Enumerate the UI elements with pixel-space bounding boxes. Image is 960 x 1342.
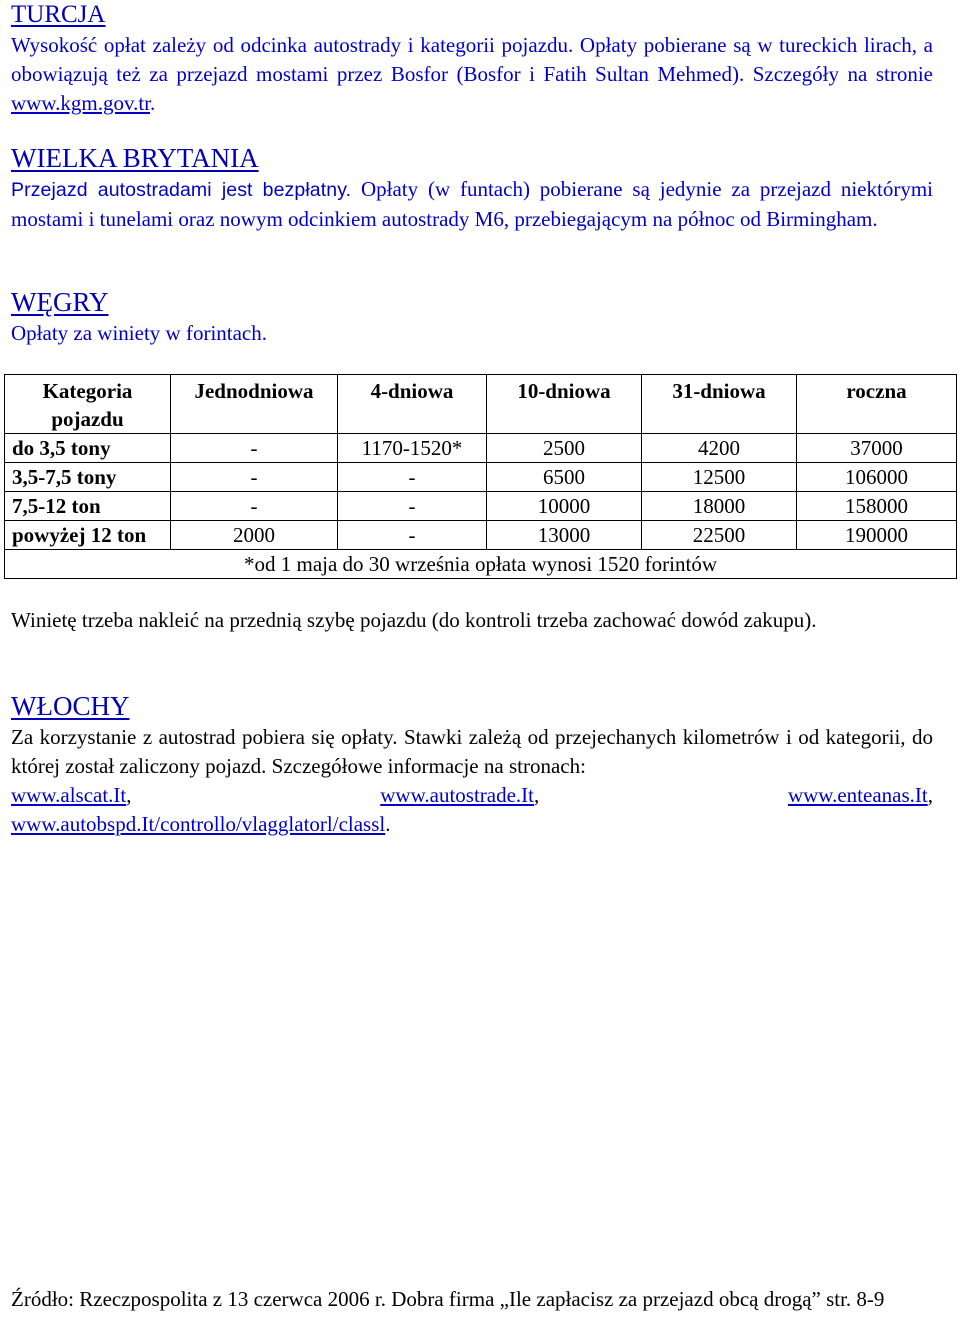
section-uk (11, 143, 933, 234)
link-separator: , (534, 783, 540, 807)
table-row (5, 434, 957, 463)
source-footer (11, 1285, 933, 1314)
table-header-row (5, 375, 957, 434)
cell-value: - (171, 492, 338, 521)
cell-value: 12500 (642, 463, 797, 492)
cell-value: 6500 (487, 463, 642, 492)
italy-links-line (11, 781, 933, 810)
vignette-fee-table (4, 374, 957, 579)
cell-value: 2000 (171, 521, 338, 550)
turkey-end: . (150, 91, 156, 115)
heading-uk: WIELKA BRYTANIA (11, 143, 259, 173)
section-turkey (11, 0, 933, 118)
cell-value: 22500 (642, 521, 797, 550)
autobspd-link[interactable]: www.autobspd.It/controllo/vlagglatorl/classl (11, 812, 386, 836)
cell-value: - (338, 521, 487, 550)
alscat-link[interactable]: www.alscat.It (11, 783, 127, 807)
col-header-1day: Jednodniowa (171, 375, 338, 434)
cell-category: 3,5-7,5 tony (5, 463, 171, 492)
cell-value: 10000 (487, 492, 642, 521)
source-text: Źródło: Rzeczpospolita z 13 czerwca 2006 r. Dobra firma „Ile zapłacisz za przejazd obcą drogą” str. 8-9 (11, 1287, 885, 1311)
italy-end: . (385, 812, 391, 836)
cell-value: 2500 (487, 434, 642, 463)
col-header-category: Kategoria pojazdu (5, 375, 171, 434)
uk-text-sans: Przejazd autostradami jest bezpłatny. (11, 179, 352, 201)
kgm-link[interactable]: www.kgm.gov.tr (11, 91, 151, 115)
link-separator: , (927, 783, 933, 807)
uk-paragraph (11, 175, 933, 234)
cell-value: 37000 (797, 434, 957, 463)
heading-italy: WŁOCHY (11, 691, 130, 721)
col-header-4day: 4-dniowa (338, 375, 487, 434)
col-header-10day: 10-dniowa (487, 375, 642, 434)
cell-category: powyżej 12 ton (5, 521, 171, 550)
table-footnote: *od 1 maja do 30 września opłata wynosi 1520 forintów (5, 550, 957, 579)
cell-value: 190000 (797, 521, 957, 550)
col-header-31day: 31-dniowa (642, 375, 797, 434)
italy-last-line (11, 810, 933, 839)
cell-value: - (338, 492, 487, 521)
cell-value: 4200 (642, 434, 797, 463)
table-note-row (5, 550, 957, 579)
cell-category: 7,5-12 ton (5, 492, 171, 521)
enteanas-link[interactable]: www.enteanas.It (787, 783, 928, 807)
table-row (5, 492, 957, 521)
heading-hungary: WĘGRY (11, 287, 109, 317)
link-separator: , (126, 783, 132, 807)
cell-value: 18000 (642, 492, 797, 521)
cell-value: 1170-1520* (338, 434, 487, 463)
section-italy (11, 691, 933, 839)
turkey-text: Wysokość opłat zależy od odcinka autostrady i kategorii pojazdu. Opłaty pobierane są w tureckich lirach, a obowiązują też za przejazd mostami przez Bosfor (Bosfor i Fatih Sultan Mehmed). Szczegóły na stronie (11, 33, 933, 86)
cell-category: do 3,5 tony (5, 434, 171, 463)
cell-value: - (171, 434, 338, 463)
table-row (5, 463, 957, 492)
hungary-after (11, 606, 933, 635)
cell-value: - (171, 463, 338, 492)
uk-text-rest: Opłaty (w funtach) pobierane są jedynie za przejazd niektórymi mostami i tunelami oraz nowym odcinkiem autostrady M6, przebiegającym na północ od Birmingham. (11, 177, 933, 231)
hungary-after-text: Winietę trzeba nakleić na przednią szybę pojazdu (do kontroli trzeba zachować dowód zakupu). (11, 608, 817, 632)
hungary-text: Opłaty za winiety w forintach. (11, 321, 267, 345)
italy-text: Za korzystanie z autostrad pobiera się opłaty. Stawki zależą od przejechanych kilometrów i od kategorii, do której został zaliczony pojazd. Szczegółowe informacje na stronach: (11, 725, 933, 778)
cell-value: - (338, 463, 487, 492)
cell-value: 158000 (797, 492, 957, 521)
col-header-annual: roczna (797, 375, 957, 434)
cell-value: 13000 (487, 521, 642, 550)
heading-turkey: TURCJA (11, 1, 106, 28)
cell-value: 106000 (797, 463, 957, 492)
turkey-paragraph (11, 31, 933, 118)
section-hungary (11, 287, 933, 348)
autostrade-link[interactable]: www.autostrade.It (380, 783, 534, 807)
table-row (5, 521, 957, 550)
